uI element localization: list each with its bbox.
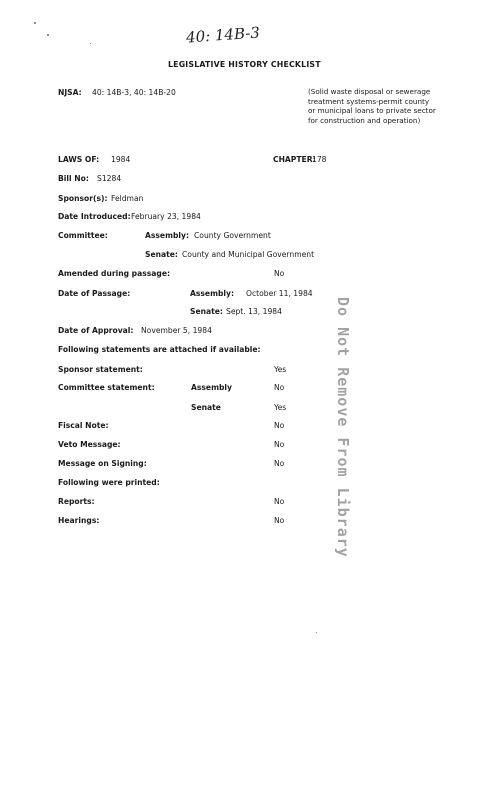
sponsor-statement-value: Yes [274, 365, 287, 374]
hearings-label: Hearings: [58, 516, 100, 525]
njsa-label: NJSA: [58, 88, 82, 97]
amended-label: Amended during passage: [58, 269, 171, 278]
chapter-value: 178 [312, 155, 327, 164]
passage-label: Date of Passage: [58, 289, 131, 298]
passage-senate-value: Sept. 13, 1984 [226, 307, 282, 316]
page-title: LEGISLATIVE HISTORY CHECKLIST [168, 60, 321, 69]
committee-statement-assembly-label: Assembly [191, 383, 232, 392]
passage-assembly-label: Assembly: [190, 289, 235, 298]
library-stamp-text: Do Not Remove From Library [334, 297, 352, 558]
reports-value: No [274, 497, 285, 506]
njsa-value: 40: 14B-3, 40: 14B-20 [92, 88, 176, 97]
committee-statement-senate-label: Senate [191, 403, 221, 412]
passage-senate-label: Senate: [190, 307, 223, 316]
laws-of-label: LAWS OF: [58, 155, 100, 164]
statements-heading: Following statements are attached if available: [58, 345, 261, 354]
message-signing-label: Message on Signing: [58, 459, 147, 468]
veto-message-label: Veto Message: [58, 440, 121, 449]
bill-description-note: (Solid waste disposal or sewerage treatment systems-permit county or municipal loans to private sector for construction and operation) [308, 87, 436, 125]
sponsor-value: Feldman [111, 194, 144, 203]
library-stamp [330, 297, 356, 558]
sponsor-statement-label: Sponsor statement: [58, 365, 143, 374]
printed-heading: Following were printed: [58, 478, 160, 487]
committee-senate-label: Senate: [145, 250, 178, 259]
committee-label: Committee: [58, 231, 108, 240]
bill-no-value: S1284 [97, 174, 122, 183]
committee-statement-label: Committee statement: [58, 383, 155, 392]
fiscal-note-label: Fiscal Note: [58, 421, 109, 430]
date-introduced-value: February 23, 1984 [131, 212, 201, 221]
veto-message-value: No [274, 440, 285, 449]
date-introduced-label: Date Introduced: [58, 212, 131, 221]
chapter-label: CHAPTER: [273, 155, 316, 164]
fiscal-note-value: No [274, 421, 285, 430]
approval-label: Date of Approval: [58, 326, 134, 335]
committee-assembly-label: Assembly: [145, 231, 190, 240]
amended-value: No [274, 269, 285, 278]
hearings-value: No [274, 516, 285, 525]
laws-of-value: 1984 [111, 155, 131, 164]
committee-statement-assembly-value: No [274, 383, 285, 392]
committee-assembly-value: County Government [194, 231, 271, 240]
handwritten-reference: 40: 14B-3 [185, 23, 261, 47]
passage-assembly-value: October 11, 1984 [246, 289, 313, 298]
committee-statement-senate-value: Yes [274, 403, 287, 412]
reports-label: Reports: [58, 497, 95, 506]
committee-senate-value: County and Municipal Government [182, 250, 315, 259]
bill-no-label: Bill No: [58, 174, 89, 183]
approval-value: November 5, 1984 [141, 326, 212, 335]
message-signing-value: No [274, 459, 285, 468]
sponsor-label: Sponsor(s): [58, 194, 108, 203]
